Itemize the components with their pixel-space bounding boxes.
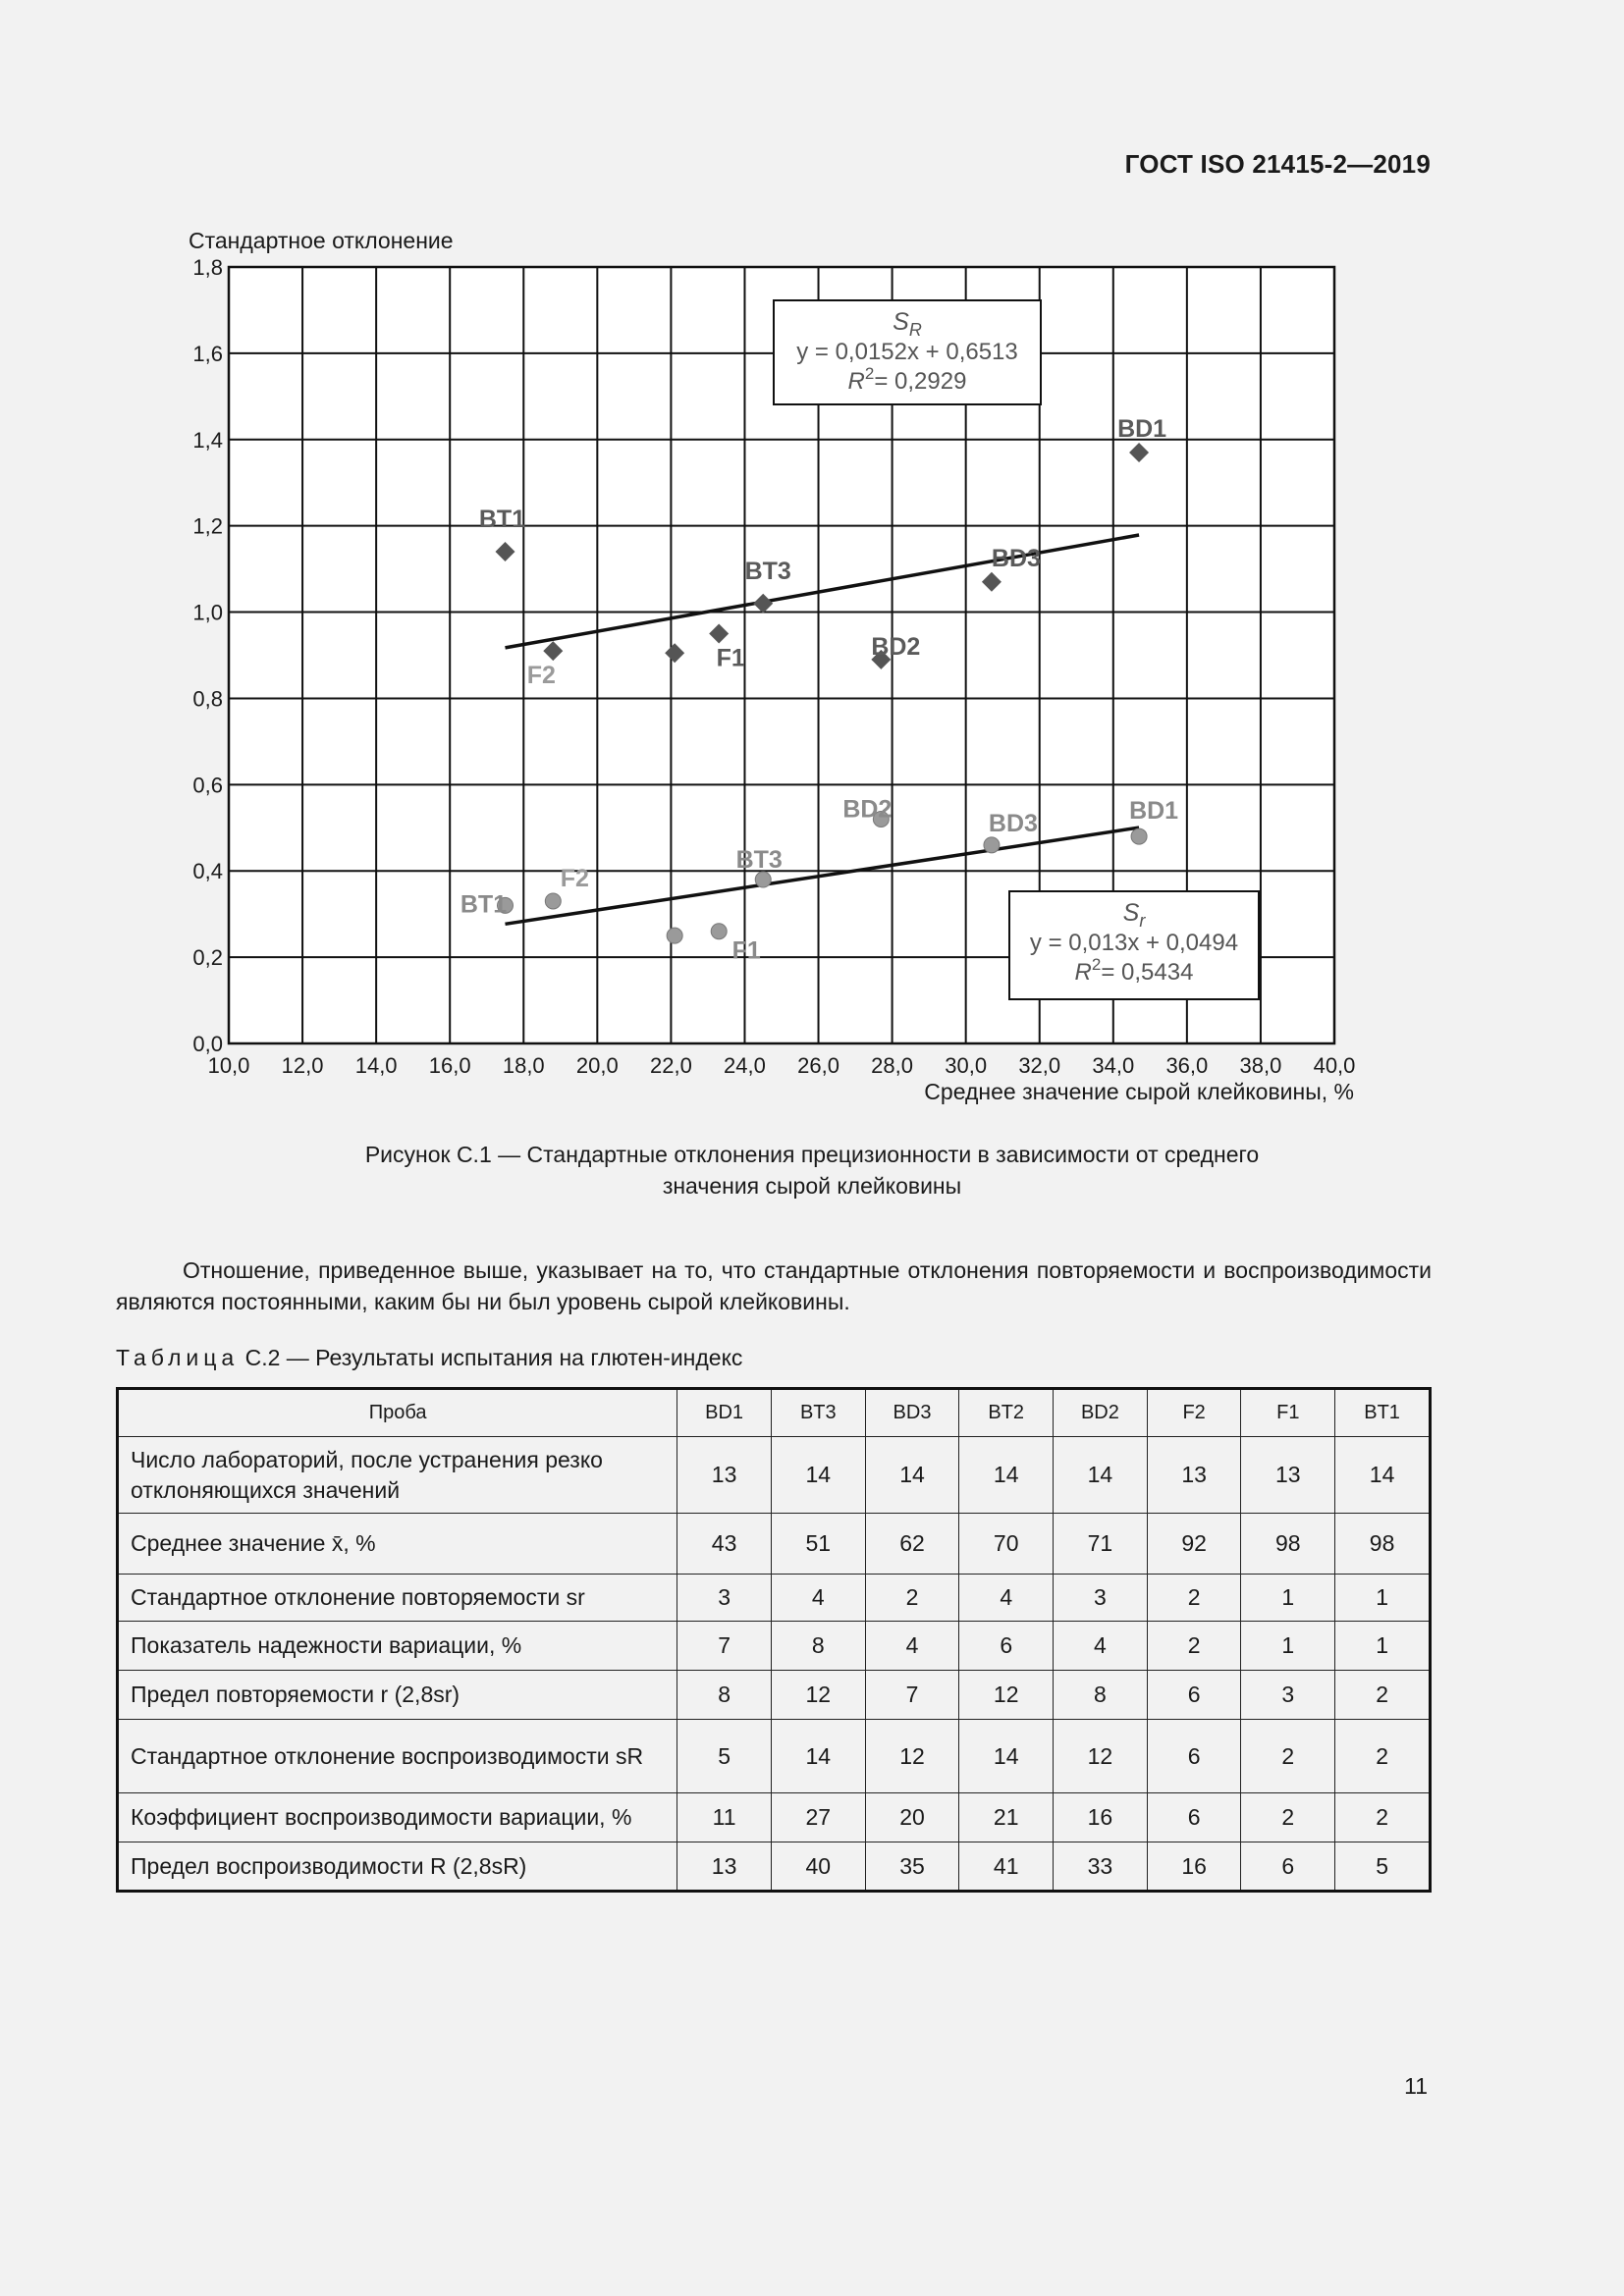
data-point-Sr: [984, 837, 1000, 853]
x-tick-label: 28,0: [871, 1053, 914, 1078]
table-cell: 8: [771, 1622, 865, 1671]
table-cell: 1: [1241, 1575, 1335, 1622]
table-cell: 4: [959, 1575, 1054, 1622]
table-cell: 33: [1054, 1842, 1148, 1892]
point-label: BD2: [842, 795, 893, 824]
table-cell: 11: [677, 1793, 772, 1842]
y-tick-label: 1,0: [192, 600, 223, 625]
x-tick-label: 10,0: [207, 1053, 250, 1078]
table-cell: 12: [771, 1671, 865, 1720]
y-tick-label: 1,8: [192, 255, 223, 280]
row-label: Коэффициент воспроизводимости вариации, %: [118, 1793, 677, 1842]
x-tick-label: 22,0: [649, 1053, 692, 1078]
x-tick-label: 32,0: [1018, 1053, 1061, 1078]
y-tick-label: 0,8: [192, 686, 223, 712]
table-header-cell: F1: [1241, 1389, 1335, 1437]
equation-symbol-subscript: R: [908, 320, 922, 340]
r-squared-value: = 0,5434: [1101, 959, 1194, 986]
x-tick-label: 34,0: [1092, 1053, 1135, 1078]
r-squared-superscript: 2: [864, 364, 875, 383]
table-body: [118, 1437, 1431, 1892]
equation-symbol-main: S: [893, 308, 909, 336]
table-cell: 35: [865, 1842, 959, 1892]
point-label: F2: [526, 662, 556, 690]
y-tick-label: 0,0: [192, 1032, 223, 1056]
figure-caption-line-2: значения сырой клейковины: [662, 1173, 962, 1199]
table-row: [118, 1514, 1431, 1575]
y-tick-label: 0,6: [192, 773, 223, 798]
y-axis-title: Стандартное отклонение: [189, 228, 454, 253]
table-row: [118, 1622, 1431, 1671]
r-squared-symbol: R: [847, 368, 865, 395]
table-header-cell: BD2: [1054, 1389, 1148, 1437]
table-cell: 1: [1241, 1622, 1335, 1671]
document-header: ГОСТ ISO 21415-2—2019: [1124, 149, 1431, 179]
table-cell: 12: [865, 1720, 959, 1793]
row-label: Предел воспроизводимости R (2,8sR): [118, 1842, 677, 1892]
table-cell: 1: [1335, 1622, 1431, 1671]
table-cell: 40: [771, 1842, 865, 1892]
r-squared-symbol: R: [1074, 959, 1092, 986]
x-tick-label: 20,0: [575, 1053, 619, 1078]
row-label: Число лабораторий, после устранения резко отклоняющихся значений: [118, 1437, 677, 1514]
table-row: [118, 1793, 1431, 1842]
table-cell: 6: [959, 1622, 1054, 1671]
table-row: [118, 1720, 1431, 1793]
y-tick-label: 1,2: [192, 513, 223, 539]
table-cell: 8: [677, 1671, 772, 1720]
table-row: [118, 1671, 1431, 1720]
table-cell: 70: [959, 1514, 1054, 1575]
x-tick-label: 12,0: [281, 1053, 324, 1078]
data-point-Sr: [545, 893, 561, 909]
table-cell: 4: [865, 1622, 959, 1671]
x-tick-label: 30,0: [945, 1053, 988, 1078]
table-cell: 16: [1054, 1793, 1148, 1842]
body-paragraph: [116, 1255, 1432, 1317]
table-cell: 8: [1054, 1671, 1148, 1720]
table-cell: 6: [1147, 1720, 1241, 1793]
table-header-cell: BT3: [771, 1389, 865, 1437]
data-point-Sr: [711, 924, 727, 939]
table-cell: 14: [1054, 1437, 1148, 1514]
y-tick-label: 0,2: [192, 945, 223, 971]
point-label: BD3: [991, 544, 1041, 572]
table-cell: 6: [1147, 1793, 1241, 1842]
table-row: [118, 1842, 1431, 1892]
table-cell: 20: [865, 1793, 959, 1842]
row-label: Стандартное отклонение воспроизводимости sR: [118, 1720, 677, 1793]
table-cell: 2: [1241, 1793, 1335, 1842]
table-cell: 7: [865, 1671, 959, 1720]
table-cell: 5: [1335, 1842, 1431, 1892]
x-tick-label: 36,0: [1165, 1053, 1209, 1078]
x-tick-label: 26,0: [797, 1053, 839, 1078]
table-header-cell: BD3: [865, 1389, 959, 1437]
table-header-cell: F2: [1147, 1389, 1241, 1437]
point-label: BD1: [1129, 797, 1179, 826]
table-cell: 14: [959, 1437, 1054, 1514]
table-cell: 14: [1335, 1437, 1431, 1514]
table-title: [116, 1345, 742, 1371]
row-label: Показатель надежности вариации, %: [118, 1622, 677, 1671]
r-squared-value: = 0,2929: [874, 368, 967, 395]
table-cell: 7: [677, 1622, 772, 1671]
equation-formula: y = 0,013x + 0,0494: [1029, 930, 1239, 956]
table-cell: 2: [1335, 1671, 1431, 1720]
table-cell: 13: [1147, 1437, 1241, 1514]
y-tick-label: 1,4: [192, 427, 223, 453]
table-cell: 98: [1241, 1514, 1335, 1575]
point-label: BT1: [478, 506, 526, 534]
table-cell: 14: [771, 1437, 865, 1514]
point-label: BT1: [460, 890, 508, 919]
table-cell: 13: [1241, 1437, 1335, 1514]
data-point-Sr: [667, 928, 682, 943]
point-label: F1: [716, 644, 745, 672]
table-cell: 16: [1147, 1842, 1241, 1892]
point-label: F2: [560, 864, 589, 892]
table-cell: 2: [1335, 1793, 1431, 1842]
table-cell: 12: [1054, 1720, 1148, 1793]
table-cell: 41: [959, 1842, 1054, 1892]
table-cell: 92: [1147, 1514, 1241, 1575]
table-cell: 2: [1335, 1720, 1431, 1793]
table-cell: 5: [677, 1720, 772, 1793]
point-label: BD3: [988, 809, 1038, 837]
table-cell: 12: [959, 1671, 1054, 1720]
r-squared-superscript: 2: [1091, 955, 1102, 974]
x-tick-label: 38,0: [1239, 1053, 1282, 1078]
table-title-text: С.2 — Результаты испытания на глютен-индекс: [239, 1345, 743, 1370]
table-cell: 13: [677, 1437, 772, 1514]
x-tick-label: 14,0: [354, 1053, 398, 1078]
table-cell: 4: [1054, 1622, 1148, 1671]
equation-formula: y = 0,0152x + 0,6513: [796, 339, 1018, 365]
table-header-cell: BD1: [677, 1389, 772, 1437]
table-cell: 2: [1147, 1575, 1241, 1622]
x-axis-title: Среднее значение сырой клейковины, %: [924, 1079, 1354, 1104]
table-cell: 13: [677, 1842, 772, 1892]
row-label: Предел повторяемости r (2,8sr): [118, 1671, 677, 1720]
table-cell: 14: [959, 1720, 1054, 1793]
table-cell: 2: [1147, 1622, 1241, 1671]
table-row: [118, 1575, 1431, 1622]
equation-symbol-main: S: [1122, 899, 1140, 927]
figure-caption: [0, 1139, 1624, 1201]
table-cell: 3: [1241, 1671, 1335, 1720]
table-cell: 6: [1241, 1842, 1335, 1892]
table-cell: 3: [1054, 1575, 1148, 1622]
table-cell: 14: [771, 1720, 865, 1793]
y-tick-label: 0,4: [192, 859, 223, 884]
table-cell: 43: [677, 1514, 772, 1575]
point-label: BD2: [871, 632, 921, 661]
table-title-prefix: Таблица: [116, 1345, 240, 1370]
x-tick-label: 16,0: [428, 1053, 471, 1078]
table-header-cell: BT1: [1335, 1389, 1431, 1437]
point-label: F1: [731, 936, 761, 965]
x-tick-label: 18,0: [502, 1053, 545, 1078]
x-tick-label: 40,0: [1313, 1053, 1356, 1078]
table-cell: 98: [1335, 1514, 1431, 1575]
equation-symbol-subscript: r: [1139, 911, 1146, 931]
x-tick-label: 24,0: [724, 1053, 766, 1078]
table-cell: 71: [1054, 1514, 1148, 1575]
point-label: BD1: [1117, 414, 1167, 443]
row-label: Среднее значение x̄, %: [118, 1514, 677, 1575]
table-cell: 51: [771, 1514, 865, 1575]
table-cell: 27: [771, 1793, 865, 1842]
precision-chart: [0, 0, 1624, 1129]
results-table: [116, 1387, 1432, 1893]
data-point-Sr: [1131, 828, 1147, 844]
table-cell: 1: [1335, 1575, 1431, 1622]
table-cell: 6: [1147, 1671, 1241, 1720]
table-cell: 21: [959, 1793, 1054, 1842]
point-label: BT3: [744, 557, 791, 585]
table-header-row: [118, 1389, 1431, 1437]
table-cell: 2: [1241, 1720, 1335, 1793]
row-label: Стандартное отклонение повторяемости sr: [118, 1575, 677, 1622]
y-tick-label: 1,6: [192, 341, 223, 366]
table-cell: 2: [865, 1575, 959, 1622]
table-header-cell: BT2: [959, 1389, 1054, 1437]
table-row: [118, 1437, 1431, 1514]
page-number: 11: [1404, 2073, 1428, 2099]
table-cell: 3: [677, 1575, 772, 1622]
table-cell: 4: [771, 1575, 865, 1622]
figure-caption-line-1: Рисунок С.1 — Стандартные отклонения прецизионности в зависимости от среднего: [364, 1142, 1260, 1167]
table-cell: 62: [865, 1514, 959, 1575]
table-cell: 14: [865, 1437, 959, 1514]
table-header-cell: Проба: [118, 1389, 677, 1437]
data-point-Sr: [755, 872, 771, 887]
body-paragraph-text: Отношение, приведенное выше, указывает на то, что стандартные отклонения повторяемости и воспроизводимости являются постоянными, каким бы ни был уровень сырой клейковины.: [116, 1257, 1432, 1314]
point-label: BT3: [735, 846, 783, 875]
